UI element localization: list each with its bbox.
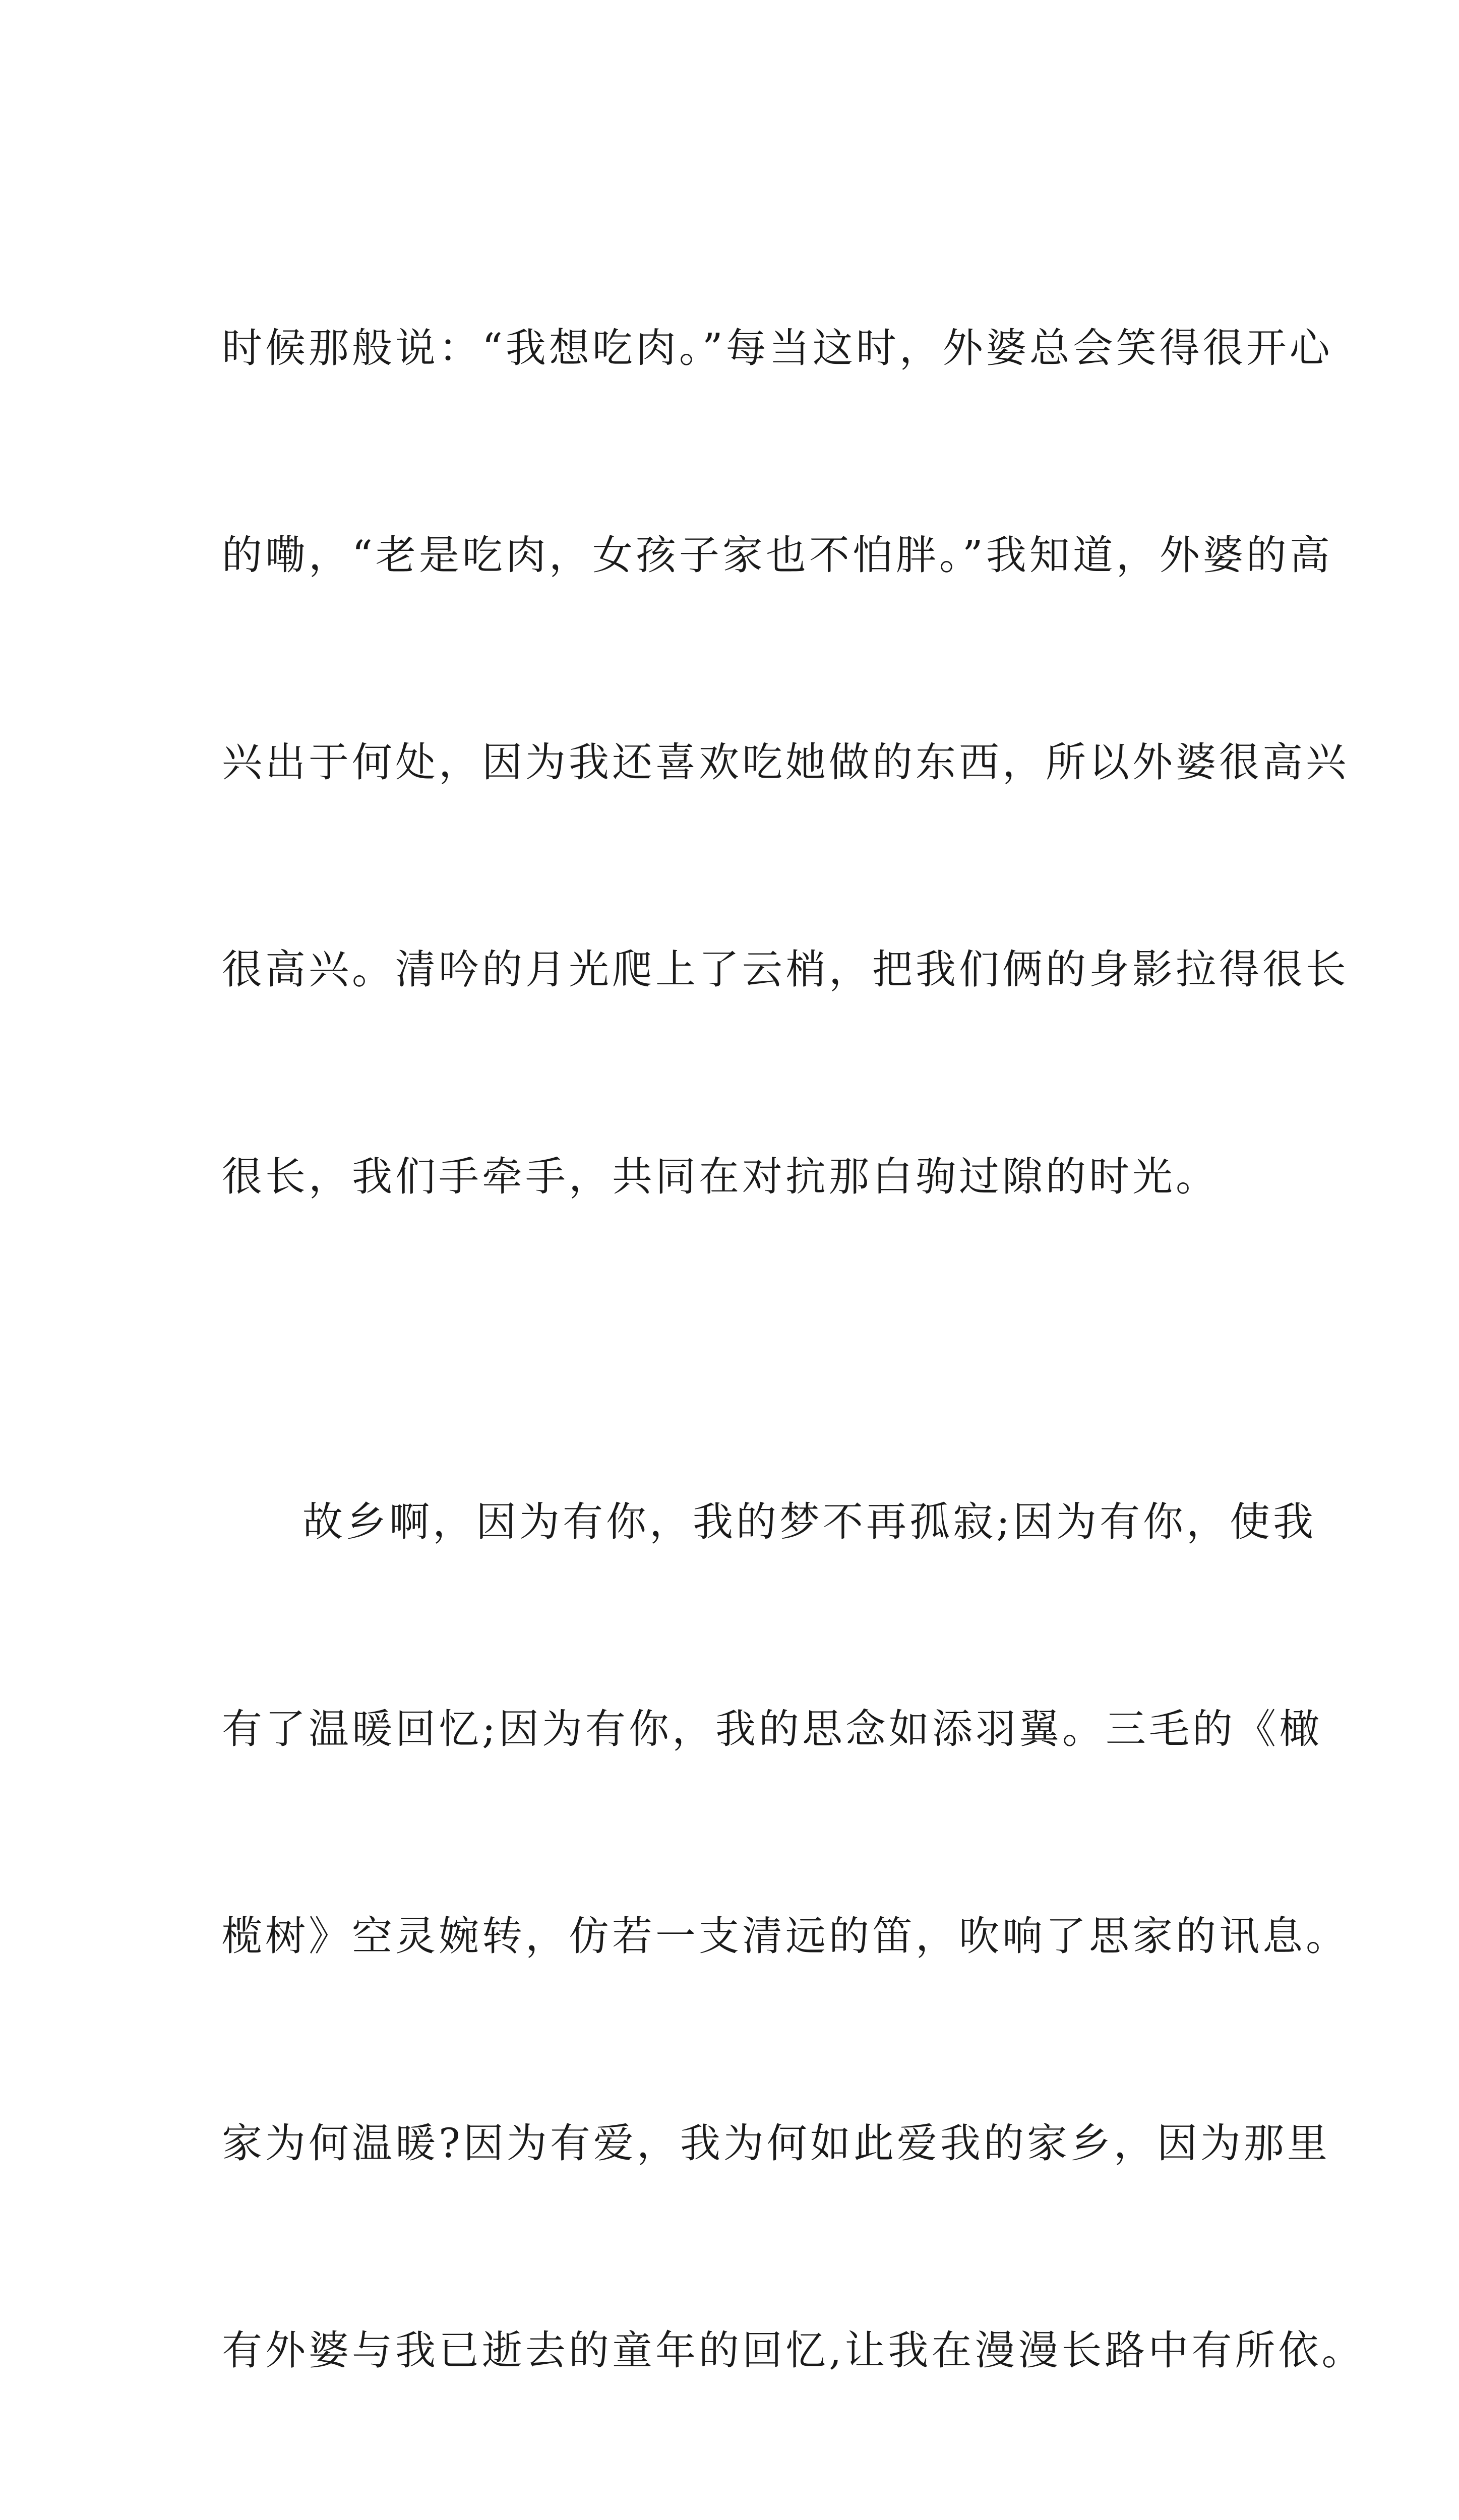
text-line: 时候那般说：“我想吃肉。”每当这时，外婆总会笑得很开心 [222, 325, 1333, 371]
text-line: 很长，我们手牵手，共同在对抗那白驹过隙的时光。 [222, 1153, 1219, 1200]
text-line: 很高兴。清吟的月光爬上了云梢，把我们俩的身影拉得很长 [222, 946, 1349, 993]
text-line: 榄树》空灵婉转，仿若一支清远的笛，吹响了思家的讯息。 [222, 1913, 1349, 1960]
text-line: 故乡啊，因为有你，我的梦不再孤寂;因为有你，使我 [302, 1498, 1316, 1545]
text-line: 有了温暖回忆;因为有你，我的思念如添羽翼。三毛的《橄 [222, 1706, 1322, 1752]
paragraph [222, 1349, 1365, 2520]
text-line: 兴出于何处，因为我还喜欢吃她做的东西，所以外婆很高兴 [222, 739, 1349, 786]
paragraph [222, 175, 1349, 1349]
text-line: 有外婆与我已逝去的童年的回忆,让我在漫漫长路中有所依。 [222, 2327, 1365, 2374]
document-body [222, 175, 1365, 2520]
text-line: 的嘞，“老是吃肉，女孩子家也不怕胖。”我知道，外婆的高 [222, 532, 1333, 579]
text-line: 家为何温暖?因为有爱，我为何如此爱我的家乡，因为那里 [222, 2120, 1330, 2167]
